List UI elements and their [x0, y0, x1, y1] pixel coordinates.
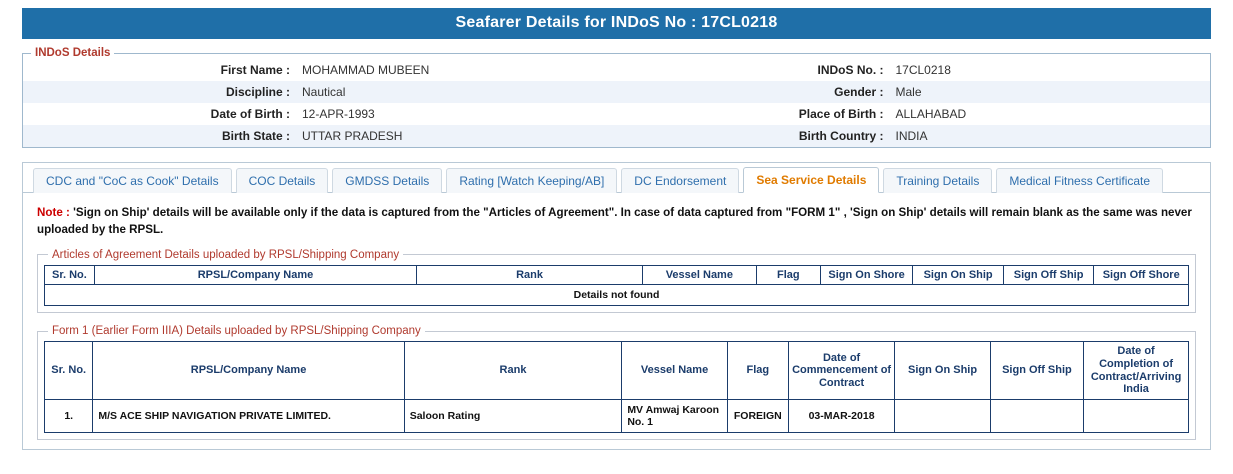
col-sign-off-ship: Sign Off Ship	[990, 342, 1083, 400]
tab-rating-watch-keeping-ab[interactable]: Rating [Watch Keeping/AB]	[446, 168, 617, 193]
cell-rank: Saloon Rating	[404, 399, 622, 432]
tab-dc-endorsement[interactable]: DC Endorsement	[621, 168, 739, 193]
table-row	[23, 81, 1210, 103]
tab-training-details[interactable]: Training Details	[883, 168, 992, 193]
gender-label: Gender :	[616, 81, 889, 103]
tab-medical-fitness-certificate[interactable]: Medical Fitness Certificate	[996, 168, 1163, 193]
cell-sign-on-ship	[895, 399, 990, 432]
articles-empty-message: Details not found	[45, 285, 1189, 306]
page-title: Seafarer Details for INDoS No : 17CL0218	[22, 8, 1211, 39]
tab-sea-service-details[interactable]: Sea Service Details	[743, 167, 879, 193]
cell-company-name: M/S ACE SHIP NAVIGATION PRIVATE LIMITED.	[93, 399, 404, 432]
discipline-label: Discipline :	[23, 81, 296, 103]
birth-state-value: UTTAR PRADESH	[296, 125, 616, 147]
col-date-of-commencement-of-contract: Date of Commencement of Contract	[788, 342, 895, 400]
gender-value: Male	[889, 81, 1210, 103]
table-row	[45, 285, 1189, 306]
col-vessel-name: Vessel Name	[622, 342, 728, 400]
first-name-label: First Name :	[220, 63, 290, 77]
table-row	[23, 59, 1210, 81]
articles-of-agreement-section	[37, 249, 1196, 314]
form1-legend: Form 1 (Earlier Form IIIA) Details uploaded by RPSL/Shipping Company	[52, 325, 421, 338]
tab-cdc-and-coc-as-cook-details[interactable]: CDC and "CoC as Cook" Details	[33, 168, 232, 193]
articles-of-agreement-legend: Articles of Agreement Details uploaded by RPSL/Shipping Company	[52, 248, 400, 261]
table-row	[23, 125, 1210, 147]
col-rpsl-company-name: RPSL/Company Name	[94, 265, 416, 285]
cell-vessel-name: MV Amwaj Karoon No. 1	[622, 399, 728, 432]
form1-section	[37, 325, 1196, 440]
indos-no-value: 17CL0218	[895, 63, 951, 77]
col-sign-off-shore: Sign Off Shore	[1094, 265, 1189, 285]
col-flag: Flag	[756, 265, 820, 285]
indos-details-section	[22, 47, 1211, 148]
col-rpsl-company-name: RPSL/Company Name	[93, 342, 404, 400]
indos-details-legend: INDoS Details	[35, 47, 111, 59]
tab-content-sea-service-details	[23, 193, 1210, 440]
cell-sign-off-ship	[990, 399, 1083, 432]
indos-details-table	[23, 59, 1210, 147]
tab-panel	[22, 162, 1211, 450]
place-of-birth-value: ALLAHABAD	[895, 107, 967, 121]
note-text	[37, 205, 1196, 239]
indos-no-label: INDoS No. :	[817, 63, 884, 77]
date-of-birth-value: 12-APR-1993	[302, 107, 375, 121]
cell-flag: FOREIGN	[727, 399, 788, 432]
col-sr-no: Sr. No.	[45, 342, 93, 400]
birth-state-label: Birth State :	[23, 125, 296, 147]
col-rank: Rank	[404, 342, 622, 400]
col-flag: Flag	[727, 342, 788, 400]
form1-table	[44, 341, 1189, 433]
cell-date-of-completion	[1084, 399, 1189, 432]
table-header-row	[45, 265, 1189, 285]
tab-gmdss-details[interactable]: GMDSS Details	[332, 168, 442, 193]
col-rank: Rank	[417, 265, 643, 285]
table-row	[45, 399, 1189, 432]
birth-country-label: Birth Country :	[616, 125, 889, 147]
place-of-birth-label: Place of Birth :	[798, 107, 884, 121]
col-sign-on-ship: Sign On Ship	[895, 342, 990, 400]
table-row	[23, 103, 1210, 125]
cell-date-of-commencement: 03-MAR-2018	[788, 399, 895, 432]
col-vessel-name: Vessel Name	[642, 265, 756, 285]
cell-sr-no: 1.	[45, 399, 93, 432]
table-header-row	[45, 342, 1189, 400]
col-sign-on-ship: Sign On Ship	[913, 265, 1004, 285]
note-body: 'Sign on Ship' details will be available only if the data is captured from the "Articles of Agreement". In case of data captured from "FORM 1" , 'Sign on Ship' details will remain blank as the same was never uploaded by the RPSL.	[37, 206, 1192, 236]
first-name-value: MOHAMMAD MUBEEN	[302, 63, 430, 77]
col-sr-no: Sr. No.	[45, 265, 95, 285]
col-date-of-completion-of-contract: Date of Completion of Contract/Arriving India	[1084, 342, 1189, 400]
articles-of-agreement-table	[44, 265, 1189, 307]
date-of-birth-label: Date of Birth :	[210, 107, 290, 121]
discipline-value: Nautical	[296, 81, 616, 103]
col-sign-off-ship: Sign Off Ship	[1003, 265, 1094, 285]
tab-bar	[23, 163, 1210, 193]
col-sign-on-shore: Sign On Shore	[820, 265, 913, 285]
note-lead-label: Note :	[37, 206, 70, 219]
birth-country-value: INDIA	[889, 125, 1210, 147]
tab-coc-details[interactable]: COC Details	[236, 168, 329, 193]
